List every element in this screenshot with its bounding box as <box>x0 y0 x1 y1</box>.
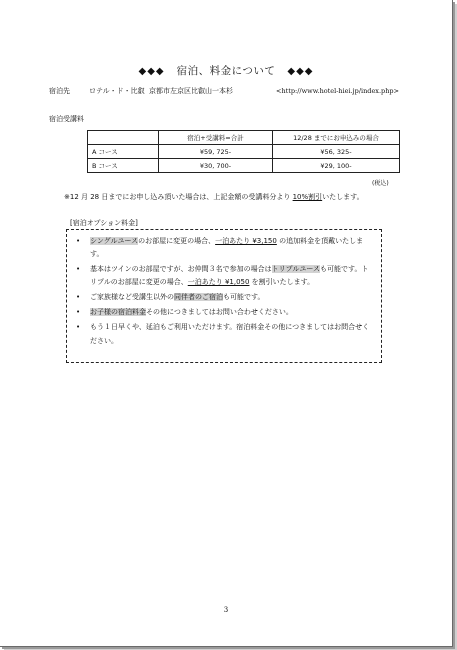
fees-section-label: 宿泊受講料 <box>49 115 84 123</box>
triple-use-discount: 一泊あたり ¥1,050 <box>187 278 250 287</box>
title-decor-left: ◆◆◆ <box>138 66 165 77</box>
bullet-icon: • <box>76 237 81 245</box>
single-use-price: 一泊あたり ¥3,150 <box>215 237 277 245</box>
bullet-icon: • <box>76 308 81 317</box>
page-number: 3 <box>223 606 229 614</box>
option-text: も可能です。 <box>223 293 265 302</box>
fees-table <box>87 130 400 173</box>
title-text: 宿泊、料金について <box>176 65 276 77</box>
fees-header-early: 12/28 までにお申込みの場合 <box>273 131 400 145</box>
hotel-url: <http://www.hotel-hiei.jp/index.php> <box>276 87 399 95</box>
course-name-cell: B コース <box>88 159 159 173</box>
option-text: もう１日早くや、延泊もご利用いただけます。宿泊料金その他につきましてはお問合せください。 <box>90 323 370 345</box>
discount-note-post: いたします。 <box>322 193 364 201</box>
early-price-cell: ¥29, 100- <box>273 159 400 173</box>
triple-use-highlight: トリプルユース <box>271 265 321 274</box>
course-name-cell: A コース <box>88 145 159 159</box>
option-text: を割引いたします。 <box>249 278 315 287</box>
options-list <box>75 235 373 348</box>
option-text: のお部屋に変更の場合、 <box>138 237 216 245</box>
bullet-icon: • <box>76 265 81 274</box>
table-row <box>88 159 400 173</box>
tax-note: (税込) <box>372 180 389 187</box>
title-decor-right: ◆◆◆ <box>287 66 314 77</box>
lodging-line <box>49 86 399 96</box>
bullet-icon: • <box>76 323 81 332</box>
list-item <box>75 306 373 319</box>
option-text: の追加料金を頂戴いたします。 <box>90 237 364 259</box>
options-box <box>66 229 382 363</box>
fees-header-total: 宿泊+受講料=合計 <box>159 131 273 145</box>
discount-note <box>64 192 364 202</box>
page-title <box>0 63 452 78</box>
option-text: 基本はツインのお部屋ですが、お仲間３名で参加の場合は <box>90 265 272 274</box>
hotel-name: ロテル・ド・比叡 <box>89 87 145 95</box>
list-item <box>75 321 373 347</box>
lodging-label: 宿泊先 <box>49 87 70 95</box>
list-item <box>75 263 373 289</box>
discount-note-pre: ※12 月 28 日までにお申し込み頂いた場合は、上記金額の受講料分より <box>64 193 293 201</box>
companion-stay-highlight: 同伴者のご宿泊 <box>174 293 223 302</box>
early-price-cell: ¥56, 325- <box>273 145 400 159</box>
option-text: その他につきましてはお問い合わせください。 <box>146 308 293 317</box>
options-heading: [宿泊オプション料金] <box>70 219 138 227</box>
option-text: も可能です。トリプルのお部屋に変更の場合、 <box>90 265 369 287</box>
list-item <box>75 235 373 261</box>
option-text: ご家族様など受講生以外の <box>90 293 174 302</box>
fees-header-blank <box>88 131 159 145</box>
list-item <box>75 291 373 304</box>
single-use-highlight: シングルユース <box>90 237 139 245</box>
bullet-icon: • <box>76 293 81 302</box>
discount-rate: 10%割引 <box>292 193 323 201</box>
table-row <box>88 145 400 159</box>
fees-table-header-row <box>88 131 400 145</box>
total-price-cell: ¥30, 700- <box>159 159 273 173</box>
hotel-address: 京都市左京区比叡山一本杉 <box>149 87 233 95</box>
child-rate-highlight: お子様の宿泊料金 <box>90 308 146 317</box>
total-price-cell: ¥59, 725- <box>159 145 273 159</box>
